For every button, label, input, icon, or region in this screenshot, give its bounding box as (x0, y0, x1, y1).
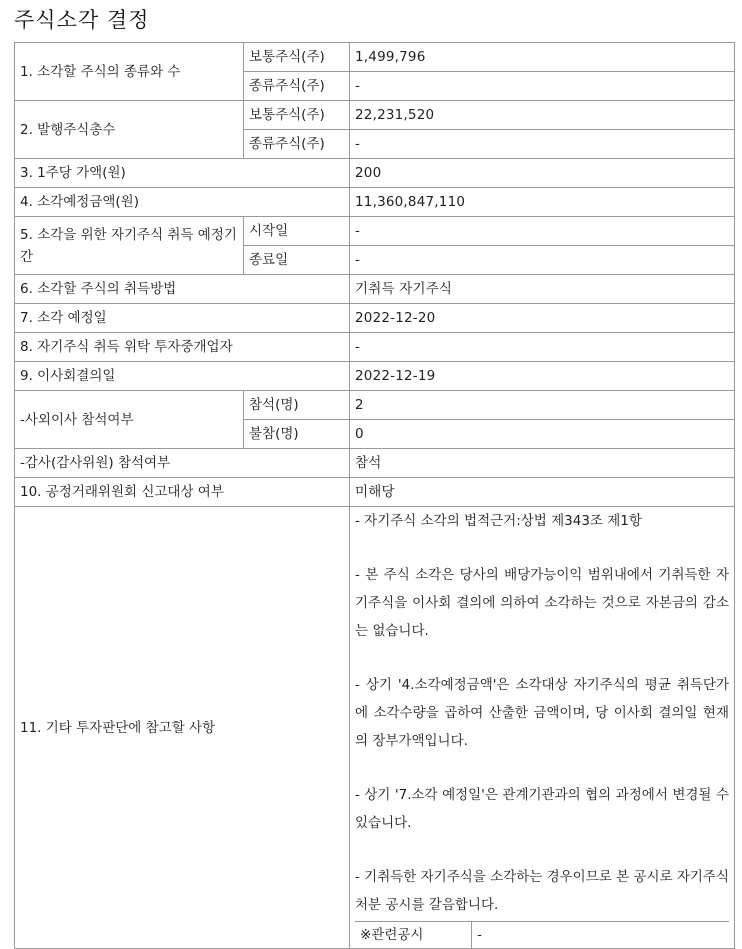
cell-value: 2022-12-19 (350, 362, 735, 391)
cell-value: 2022-12-20 (350, 304, 735, 333)
row-label: -감사(감사위원) 참석여부 (15, 449, 350, 478)
note-paragraph: - 본 주식 소각은 당사의 배당가능이익 범위내에서 기취득한 자기주식을 이사회 결의에 의하여 소각하는 것으로 자본금의 감소는 없습니다. (355, 567, 729, 639)
sub-label: 시작일 (244, 217, 350, 246)
cell-value: - (350, 130, 735, 159)
table-row (15, 188, 735, 217)
cell-value: - (350, 217, 735, 246)
row-label: 3. 1주당 가액(원) (15, 159, 350, 188)
table-row (355, 922, 729, 949)
table-row (15, 275, 735, 304)
cell-value: 2 (350, 391, 735, 420)
notes-cell (350, 507, 735, 949)
table-row (15, 362, 735, 391)
row-label: 4. 소각예정금액(원) (15, 188, 350, 217)
page-title: 주식소각 결정 (14, 8, 150, 32)
table-row (15, 333, 735, 362)
table-row (15, 43, 735, 72)
row-label: 11. 기타 투자판단에 참고할 사항 (15, 507, 350, 949)
cell-value: 11,360,847,110 (350, 188, 735, 217)
table-row (15, 507, 735, 949)
row-label: 8. 자기주식 취득 위탁 투자중개업자 (15, 333, 350, 362)
note-paragraph: - 기취득한 자기주식을 소각하는 경우이므로 본 공시로 자기주식 처분 공시를 갈음합니다. (355, 869, 729, 913)
sub-label: 종류주식(주) (244, 72, 350, 101)
cell-value: - (350, 333, 735, 362)
table-row (15, 304, 735, 333)
cell-value: - (350, 72, 735, 101)
cell-value: 200 (350, 159, 735, 188)
cell-value: 기취득 자기주식 (350, 275, 735, 304)
sub-label: 종료일 (244, 246, 350, 275)
row-label: 1. 소각할 주식의 종류와 수 (15, 43, 244, 101)
row-label: -사외이사 참석여부 (15, 391, 244, 449)
row-label: 2. 발행주식총수 (15, 101, 244, 159)
cell-value: - (350, 246, 735, 275)
cell-value: 0 (350, 420, 735, 449)
row-label: 6. 소각할 주식의 취득방법 (15, 275, 350, 304)
row-label: 9. 이사회결의일 (15, 362, 350, 391)
cell-value: 참석 (350, 449, 735, 478)
disclosure-table (14, 42, 735, 949)
table-row (15, 159, 735, 188)
row-label: 7. 소각 예정일 (15, 304, 350, 333)
sub-label: 참석(명) (244, 391, 350, 420)
note-paragraph: - 상기 '7.소각 예정일'은 관계기관과의 협의 과정에서 변경될 수 있습니다. (355, 787, 729, 831)
table-row (15, 391, 735, 420)
sub-label: 불참(명) (244, 420, 350, 449)
row-label: 5. 소각을 위한 자기주식 취득 예정기간 (15, 217, 244, 275)
table-row (15, 101, 735, 130)
related-disclosure-table (355, 921, 729, 948)
cell-value: 22,231,520 (350, 101, 735, 130)
sub-label: 종류주식(주) (244, 130, 350, 159)
note-paragraph: - 상기 '4.소각예정금액'은 소각대상 자기주식의 평균 취득단가에 소각수량을 곱하여 산출한 금액이며, 당 이사회 결의일 현재의 장부가액입니다. (355, 677, 729, 749)
table-row (15, 217, 735, 246)
table-row (15, 478, 735, 507)
related-label: ※관련공시 (355, 922, 472, 949)
note-paragraph: - 자기주식 소각의 법적근거:상법 제343조 제1항 (355, 513, 642, 529)
cell-value: 미해당 (350, 478, 735, 507)
table-row (15, 449, 735, 478)
row-label: 10. 공정거래위원회 신고대상 여부 (15, 478, 350, 507)
cell-value: 1,499,796 (350, 43, 735, 72)
related-value: - (472, 922, 730, 949)
sub-label: 보통주식(주) (244, 43, 350, 72)
sub-label: 보통주식(주) (244, 101, 350, 130)
